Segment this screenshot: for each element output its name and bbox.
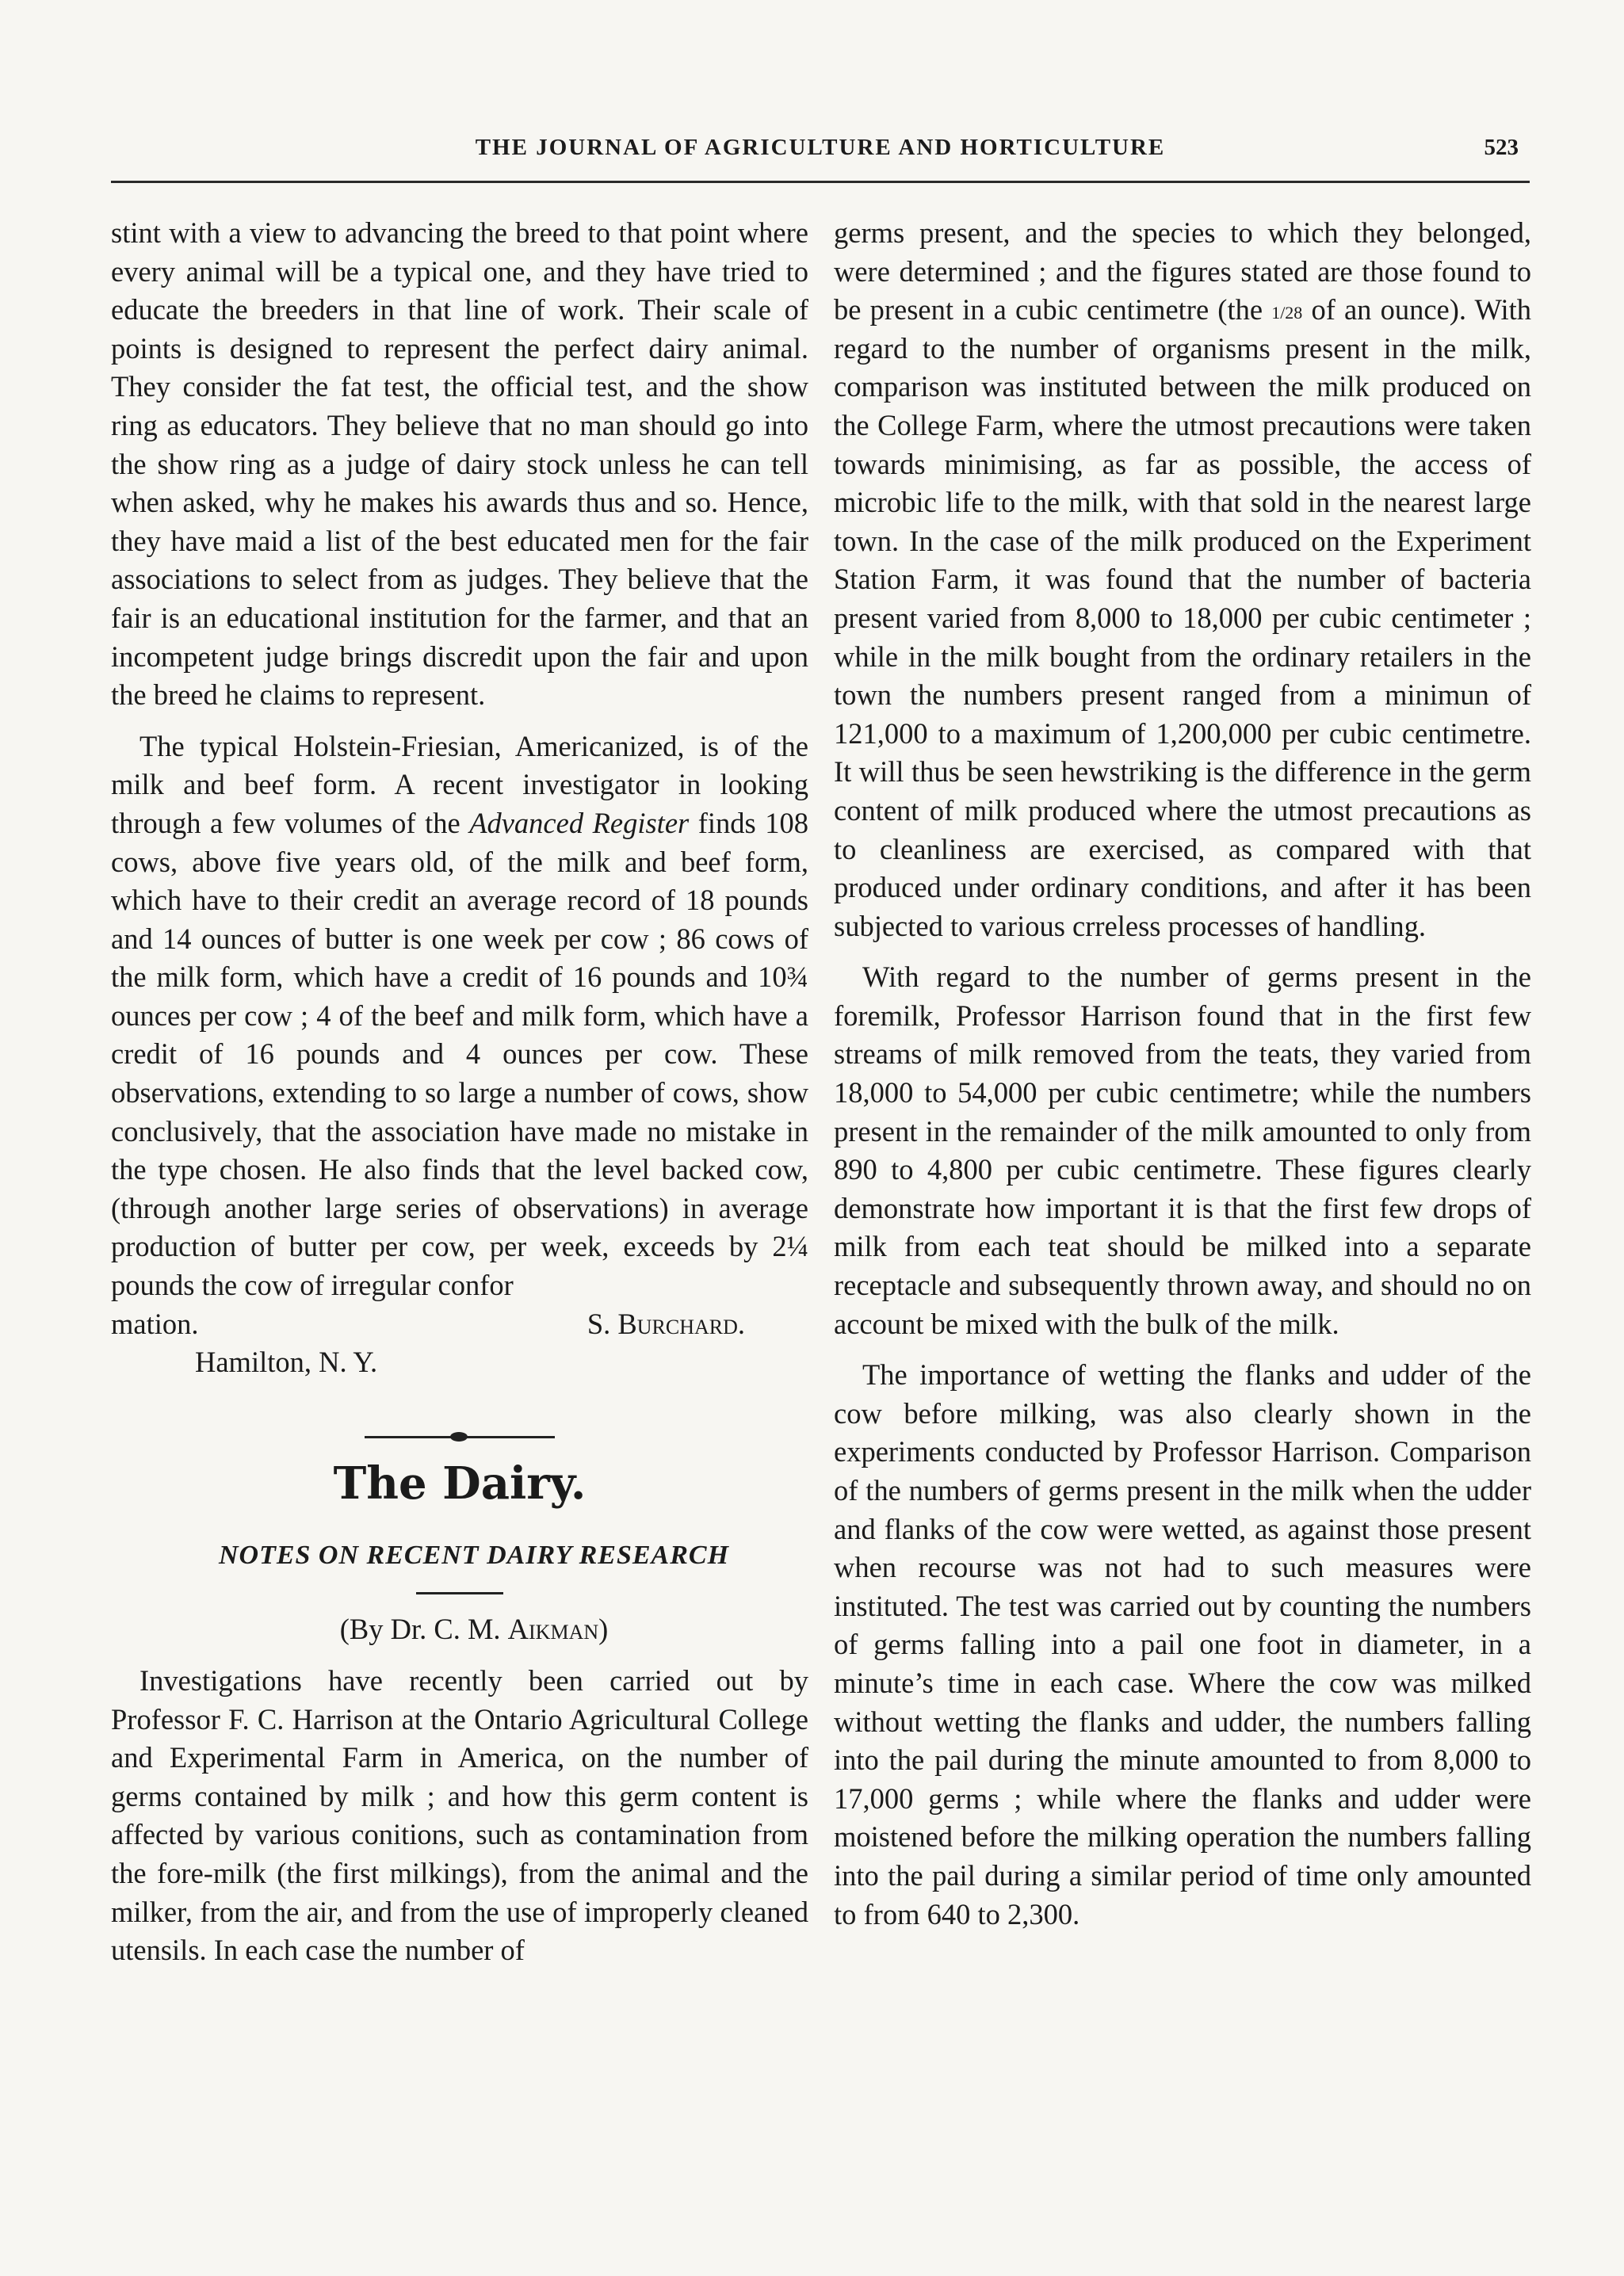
author-signature: S. Burchard. [587,1307,745,1340]
running-title: THE JOURNAL OF AGRICULTURE AND HORTICULTURE [475,135,1166,160]
italic-title: Advanced Register [469,806,690,839]
byline-suffix: ) [598,1613,609,1646]
article-title: NOTES ON RECENT DAIRY RESEARCH [218,1540,730,1570]
divider-rule [416,1592,503,1594]
paragraph [834,214,1531,945]
signoff-row [111,1305,808,1344]
last-word: mation. [111,1307,199,1340]
paragraph: With regard to the number of germs present in the foremilk, Professor Harrison found that in the first few streams of milk removed from the teats, they varied from 18,000 to 54,000 per cubic centimetre; while the numbers present in the remainder of the milk amounted to only from 890 to 4,800 per cubic centimetre. These figures clearly demonstrate how important it is that the first few drops of milk from each teat should be milked into a separate receptacle and subsequently thrown away, and should no on account be mixed with the bulk of the milk. [834,960,1531,1340]
right-column [834,214,1531,1934]
left-column [111,214,808,1970]
byline-prefix: (By Dr. C. M. [339,1613,508,1646]
paragraph-text: of an ounce). With regard to the number of organisms present in the milk, comparison was instituted between the milk produced on the College Farm, where the utmost precautions were taken towards minimising, as far as possible, the access of microbic life to the milk, with that sold in the nearest large town. In the case of the milk produced on the Experiment Station Farm, it was found that the number of bacteria present varied from 8,000 to 18,000 per cubic centimeter ; while in the milk bought from the ordinary retailers in the town the numbers present ranged from a minimun of 121,000 to a maximum of 1,200,000 per cubic centimetre. It will thus be seen hewstriking is the difference in the germ content of milk produced where the utmost precautions as to cleanliness are exercised, as compared with that produced under ordinary conditions, and after it has been subjected to various crreless processes of handling. [834,293,1531,942]
page-header [111,133,1530,183]
paragraph: Investigations have recently been carried out by Professor F. C. Harrison at the Ontario Agricultural College and Experimental Farm in America, on the number of germs contained by milk ; and how this germ content is affected by various conitions, such as contamination from the fore-milk (the first milkings), from the animal and the milker, from the air, and from the use of improperly cleaned utensils. In each case the number of [111,1664,808,1967]
paragraph: The importance of wetting the flanks and udder of the cow before milking, was also clearly shown in the experiments conducted by Professor Harrison. Comparison of the numbers of germs present in the milk when the udder and flanks of the cow were wetted, as against those present when recourse was not had to such measures were instituted. The test was carried out by counting the numbers of germs falling into a pail one foot in diameter, in a minute’s time in each case. Where the cow was milked without wetting the flanks and udder, the numbers falling into the pail during the minute amounted to from 8,000 to 17,000 germs ; while where the flanks and udder were moistened before the milking operation the numbers falling into the pail during a similar period of time only amounted to from 640 to 2,300. [834,1358,1531,1930]
paragraph-text: finds 108 cows, above five years old, of the milk and beef form, which have to their credit an average record of 18 pounds and 14 ounces of butter is one week per cow ; 86 cows of the milk form, which have a credit of 16 pounds and 10¾ ounces per cow ; 4 of the beef and milk form, which have a credit of 16 pounds and 4 ounces per cow. These observations, extending to so large a number of cows, show conclusively, that the association have made no mistake in the type chosen. He also finds that the level backed cow, (through another large series of observations) in average production of butter per cow, per week, exceeds by 2¼ pounds the cow of irregular confor [111,806,808,1302]
byline [111,1610,808,1649]
fraction: 1/28 [1271,302,1303,323]
byline-author: Aikman [507,1613,599,1646]
ornamental-rule [365,1436,555,1438]
paragraph-text: The typical Holstein-Friesian, Americanized, is of the milk and beef form. A recent investigator in looking through a few volumes of the [111,729,808,839]
page-number: 523 [1484,135,1519,160]
paragraph [111,727,808,1305]
section-title: The Dairy. [333,1457,587,1510]
paragraph-text: germs present, and the species to which they belonged, were determined ; and the figures stated are those found to be present in a cubic centimetre (the [834,216,1531,327]
rule-dot [450,1432,468,1442]
place-line: Hamilton, N. Y. [195,1346,378,1379]
paragraph: stint with a view to advancing the breed to that point where every animal will be a typical one, and they have tried to educate the breeders in that line of work. Their scale of points is designed to represent the perfect dairy animal. They consider the fat test, the official test, and the show ring as educators. They believe that no man should go into the show ring as a judge of dairy stock unless he can tell when asked, why he makes his awards thus and so. Hence, they have maid a list of the best educated men for the fair associations to select from as judges. They believe that the fair is an educational institution for the farmer, and that an incompetent judge brings discredit upon the fair and upon the breed he claims to represent. [111,216,808,712]
